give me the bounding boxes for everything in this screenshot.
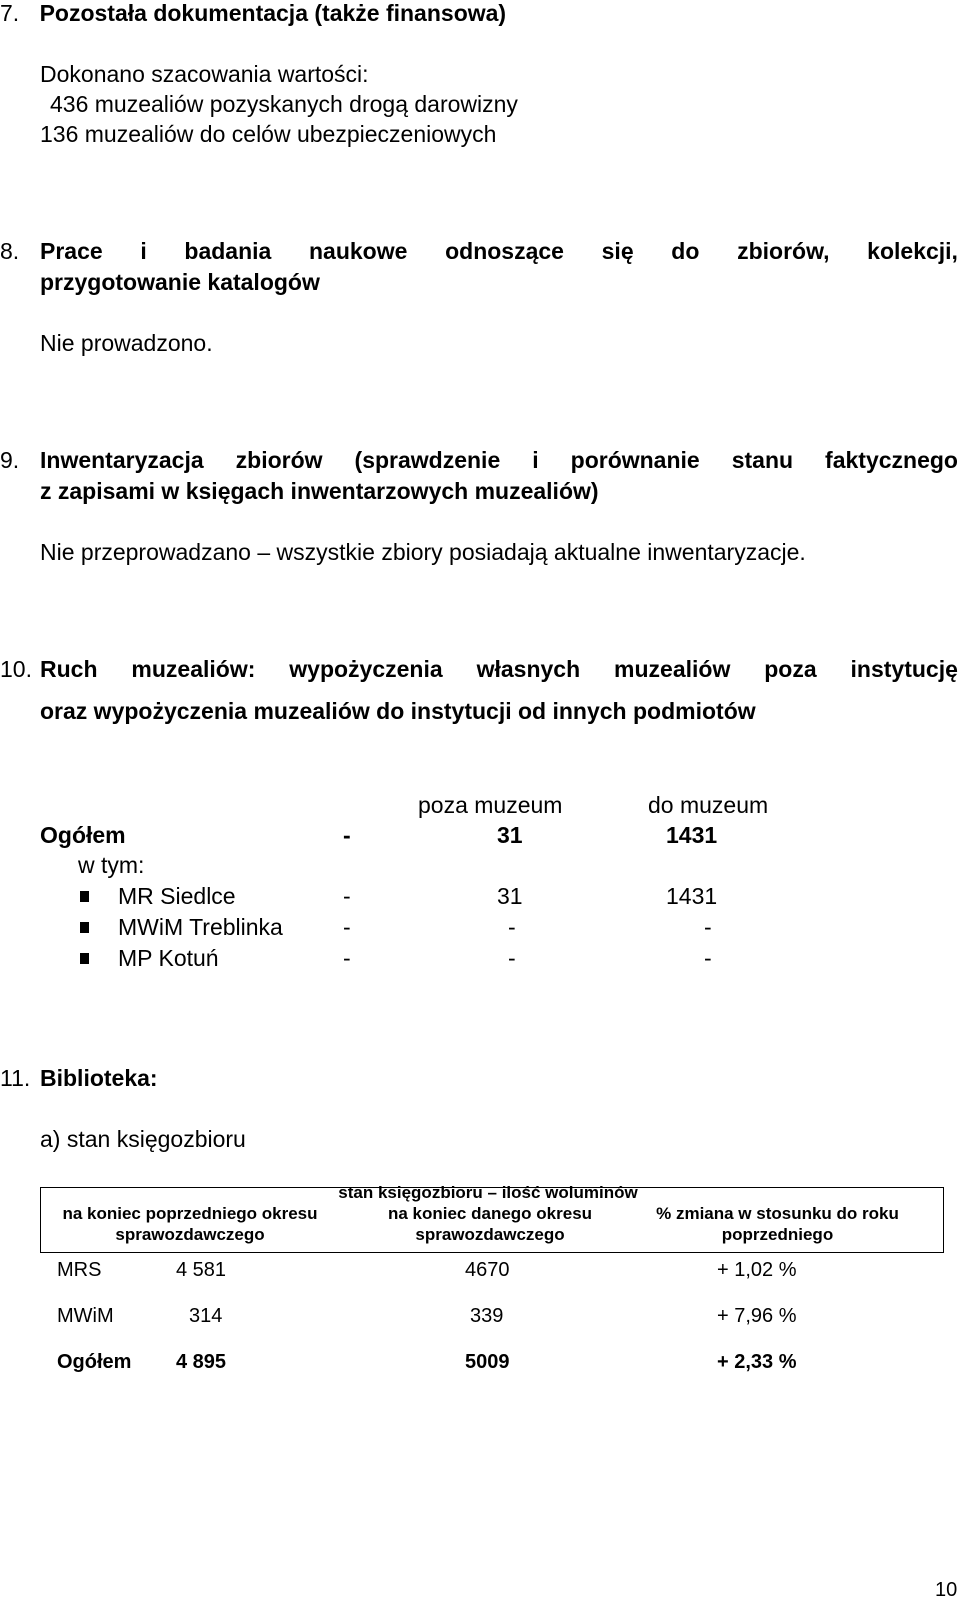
title-word: do — [671, 238, 700, 264]
section-8-title-line-2: przygotowanie katalogów — [40, 269, 320, 295]
library-col-change-header-line-1: % zmiana w stosunku do roku — [656, 1204, 899, 1223]
title-word: i — [532, 447, 539, 473]
title-word: poza — [764, 656, 817, 682]
section-11-number: 11. — [0, 1065, 31, 1091]
loans-row-label: MP Kotuń — [118, 945, 219, 971]
library-col-change-header-line-2: poprzedniego — [721, 1225, 834, 1244]
library-total-change: + 2,33 % — [717, 1351, 797, 1373]
section-8-title-line-1 — [40, 238, 958, 265]
library-total-curr: 5009 — [465, 1351, 510, 1373]
loans-total-out: 31 — [497, 822, 523, 848]
title-word: się — [601, 238, 634, 264]
title-word: wypożyczenia — [289, 656, 443, 682]
title-word: instytucję — [850, 656, 958, 682]
section-11-title: Biblioteka: — [40, 1065, 158, 1091]
section-7-line-1: Dokonano szacowania wartości: — [40, 61, 369, 87]
section-9-body: Nie przeprowadzano – wszystkie zbiory posiadają aktualne inwentaryzacje. — [40, 539, 806, 565]
loans-row-in: 1431 — [666, 883, 718, 909]
title-word: i — [140, 238, 147, 264]
library-col-curr-header-line-1: na koniec danego okresu — [387, 1204, 593, 1223]
library-col-prev-header-line-2: sprawozdawczego — [115, 1225, 265, 1244]
library-col-prev-header-line-1: na koniec poprzedniego okresu — [62, 1204, 318, 1223]
loans-row-in: - — [704, 945, 712, 971]
library-row-prev: 314 — [189, 1305, 223, 1327]
title-word: zbiorów, — [737, 238, 830, 264]
title-word: muzealiów — [614, 656, 731, 682]
title-word: zbiorów — [235, 447, 323, 473]
library-row-change: + 1,02 % — [717, 1259, 797, 1281]
section-7-heading — [0, 0, 506, 27]
bullet-icon — [80, 891, 89, 902]
title-word: muzealiów: — [131, 656, 256, 682]
library-group-header: stan księgozbioru – ilość woluminów — [338, 1183, 638, 1202]
library-row-prev: 4 581 — [176, 1259, 227, 1281]
loans-row-dash: - — [343, 883, 351, 909]
loans-row-label: MWiM Treblinka — [118, 914, 283, 940]
section-7-line-2: 436 muzealiów pozyskanych drogą darowizny — [50, 91, 518, 117]
library-col-curr-header-line-2: sprawozdawczego — [415, 1225, 565, 1244]
loans-total-dash: - — [343, 822, 351, 848]
loans-row-dash: - — [343, 914, 351, 940]
title-word: własnych — [476, 656, 581, 682]
title-word: kolekcji, — [867, 238, 958, 264]
section-7-line-3: 136 muzealiów do celów ubezpieczeniowych — [40, 121, 497, 147]
library-total-label: Ogółem — [57, 1351, 132, 1373]
section-10-title-line-1 — [40, 656, 958, 683]
title-word: faktycznego — [825, 447, 958, 473]
section-7-number: 7. — [0, 0, 20, 26]
loans-subtitle: w tym: — [78, 852, 145, 878]
section-8-number: 8. — [0, 238, 20, 264]
loans-row-label: MR Siedlce — [118, 883, 236, 909]
loans-col-out-header: poza muzeum — [418, 792, 563, 818]
title-word: Ruch — [40, 656, 98, 682]
section-10-number: 10. — [0, 656, 32, 682]
section-9-title-line-1 — [40, 447, 958, 474]
section-9-number: 9. — [0, 447, 20, 473]
library-row-change: + 7,96 % — [717, 1305, 797, 1327]
title-word: Prace — [40, 238, 103, 264]
section-9-title-line-2: z zapisami w księgach inwentarzowych muzealiów) — [40, 478, 599, 504]
title-word: Inwentaryzacja — [40, 447, 204, 473]
title-word: odnoszące — [445, 238, 564, 264]
title-word: porównanie — [570, 447, 700, 473]
loans-row-out: - — [508, 914, 516, 940]
loans-row-out: 31 — [497, 883, 523, 909]
library-row-curr: 4670 — [465, 1259, 510, 1281]
section-10-title-line-2: oraz wypożyczenia muzealiów do instytucji od innych podmiotów — [40, 698, 756, 724]
section-11-subheading: a) stan księgozbioru — [40, 1126, 246, 1152]
loans-col-in-header: do muzeum — [648, 792, 769, 818]
library-total-prev: 4 895 — [176, 1351, 227, 1373]
section-8-body: Nie prowadzono. — [40, 330, 213, 356]
title-word: (sprawdzenie — [354, 447, 501, 473]
title-word: stanu — [731, 447, 794, 473]
library-row-label: MRS — [57, 1259, 102, 1281]
title-word: naukowe — [309, 238, 408, 264]
library-row-curr: 339 — [470, 1305, 504, 1327]
page-number: 10 — [935, 1579, 958, 1601]
loans-total-label: Ogółem — [40, 822, 126, 848]
bullet-icon — [80, 953, 89, 964]
library-row-label: MWiM — [57, 1305, 114, 1327]
loans-row-out: - — [508, 945, 516, 971]
section-7-title: Pozostała dokumentacja (także finansowa) — [39, 0, 507, 26]
title-word: badania — [184, 238, 272, 264]
loans-row-in: - — [704, 914, 712, 940]
bullet-icon — [80, 922, 89, 933]
loans-total-in: 1431 — [666, 822, 718, 848]
loans-row-dash: - — [343, 945, 351, 971]
